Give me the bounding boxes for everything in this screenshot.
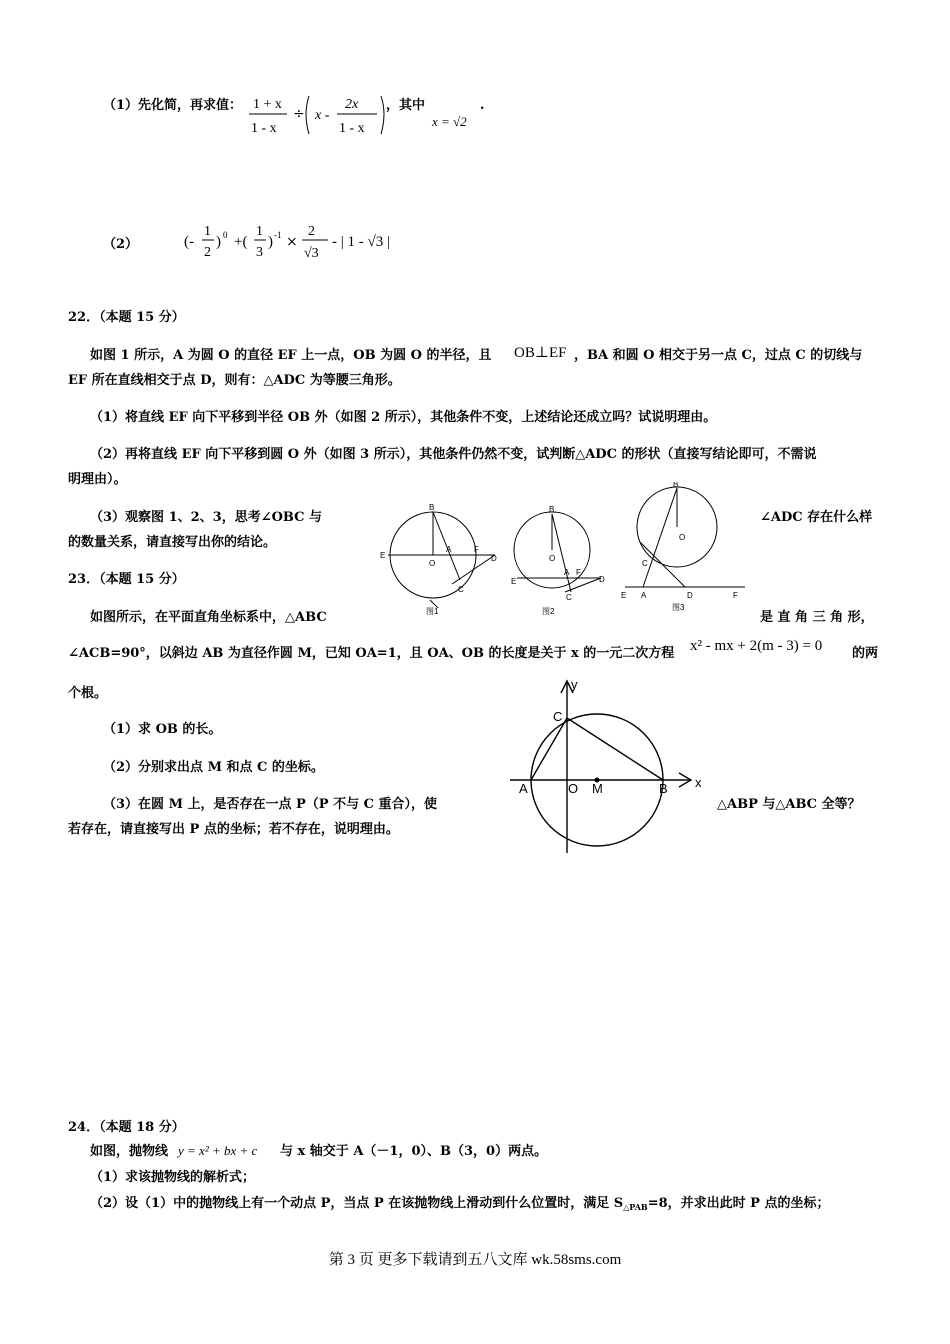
q21-part2-label: （2） (103, 237, 139, 252)
q22-part1: （1）将直线 EF 向下平移到半径 OB 外（如图 2 所示），其他条件不变，上述结论还成立吗？试说明理由。 (90, 410, 717, 425)
svg-text:0: 0 (223, 230, 228, 240)
q22-figure-1 (380, 500, 505, 618)
q24-header: 24．（本题 18 分） (68, 1120, 185, 1135)
q23-equation: x² - mx + 2(m - 3) = 0 (690, 638, 823, 654)
q24-intro-a: 如图，抛物线 (90, 1144, 169, 1159)
svg-text:): ) (268, 234, 273, 250)
q22-part3c: 的数量关系，请直接写出你的结论。 (68, 535, 277, 550)
q23-figure (505, 675, 710, 855)
svg-text:B: B (429, 503, 435, 512)
svg-text:×: × (286, 234, 298, 250)
q22-figure-3 (615, 482, 750, 612)
svg-text:1: 1 (256, 224, 263, 239)
svg-text:O: O (679, 533, 686, 542)
q24-part1: （1）求该抛物线的解析式； (90, 1170, 256, 1185)
svg-text:(-: (- (184, 234, 194, 250)
svg-text:2: 2 (308, 224, 315, 239)
q23-label-a: A (519, 781, 528, 796)
svg-text:E: E (380, 551, 386, 560)
q23-label-y: y (571, 677, 578, 692)
svg-text:A: A (564, 568, 570, 577)
q22-part3a: （3）观察图 1、2、3，思考∠OBC 与 (90, 510, 323, 525)
svg-text:A: A (446, 545, 452, 554)
svg-text:): ) (216, 234, 221, 250)
q23-part2: （2）分别求出点 M 和点 C 的坐标。 (103, 760, 324, 775)
frac2-den: 1 - x (339, 121, 365, 136)
q22-intro-2: EF 所在直线相交于点 D，则有：△ADC 为等腰三角形。 (68, 373, 401, 388)
svg-text:E: E (621, 591, 627, 600)
svg-text:C: C (642, 559, 648, 568)
q22-part2b: 明理由）。 (68, 472, 127, 487)
q23-label-b: B (659, 781, 668, 796)
svg-text:-1: -1 (274, 230, 282, 240)
svg-text:D: D (687, 591, 693, 600)
q22-figure-2 (505, 500, 615, 618)
q23-line3: 个根。 (68, 686, 108, 701)
q23-intro-a: 如图所示，在平面直角坐标系中，△ABC (90, 610, 327, 625)
svg-text:E: E (511, 577, 517, 586)
svg-text:÷: ÷ (293, 106, 305, 122)
q21-part1-mid: ，其中 (386, 98, 426, 113)
q24-intro-b: 与 x 轴交于 A（－1，0）、B（3，0）两点。 (280, 1144, 548, 1159)
svg-text:- | 1 - √3 |: - | 1 - √3 | (332, 234, 390, 250)
q22-fig1-caption: 图1 (426, 607, 439, 616)
q21-x-value: x = √2 (432, 114, 467, 129)
q24-part2-a: （2）设（1）中的抛物线上有一个动点 P，当点 P 在该抛物线上滑动到什么位置时，满足 S (90, 1196, 624, 1211)
svg-text:F: F (733, 591, 738, 600)
svg-text:D: D (491, 554, 497, 563)
q23-part3c: 若存在，请直接写出 P 点的坐标；若不存在，说明理由。 (68, 822, 399, 837)
q23-line2-b: 的两 (852, 646, 879, 661)
svg-text:√3: √3 (304, 246, 319, 261)
q22-intro-1a: 如图 1 所示，A 为圆 O 的直径 EF 上一点，OB 为圆 O 的半径，且 (90, 348, 492, 363)
q22-intro-1b: ，BA 和圆 O 相交于另一点 C，过点 C 的切线与 (574, 348, 863, 363)
q22-fig2-caption: 图2 (542, 607, 555, 616)
q22-header: 22．（本题 15 分） (68, 310, 185, 325)
svg-text:O: O (549, 554, 556, 563)
q21-expr2 (180, 218, 420, 268)
svg-text:O: O (429, 559, 436, 568)
q23-part3b: △ABP 与△ABC 全等？ (717, 797, 861, 812)
q22-part3b: ∠ADC 存在什么样 (760, 510, 873, 525)
q24-part2-b: =8，并求出此时 P 点的坐标； (647, 1196, 830, 1211)
page-footer: 第 3 页 更多下载请到五八文库 wk.58sms.com (328, 1252, 622, 1268)
q22-fig3-caption: 图3 (672, 603, 685, 612)
frac1-num: 1 + x (253, 97, 282, 112)
q23-header: 23．（本题 15 分） (68, 572, 185, 587)
frac2-num: 2x (345, 97, 359, 112)
svg-text:D: D (599, 575, 605, 584)
svg-text:3: 3 (256, 245, 263, 260)
q23-label-m: M (592, 781, 603, 796)
svg-text:C: C (458, 585, 464, 594)
q21-part1-end: . (480, 98, 485, 113)
q23-part1: （1）求 OB 的长。 (103, 722, 222, 737)
frac1-den: 1 - x (251, 121, 277, 136)
q24-part2-sub: △PAB (623, 1202, 648, 1212)
svg-text:2: 2 (204, 245, 211, 260)
svg-text:+(: +( (234, 234, 248, 250)
svg-text:C: C (566, 593, 572, 602)
q24-part2 (90, 1196, 829, 1215)
q23-line2-a: ∠ACB=90°，以斜边 AB 为直径作圆 M，已知 OA=1，且 OA、OB 的长度是关于 x 的一元二次方程 (68, 646, 675, 661)
svg-text:1: 1 (204, 224, 211, 239)
svg-text:x -: x - (315, 108, 330, 123)
q23-label-c: C (553, 709, 563, 724)
q21-part1-prefix: （1）先化简，再求值： (103, 98, 243, 113)
q23-intro-b: 是 直 角 三 角 形， (760, 610, 874, 625)
svg-text:F: F (576, 568, 581, 577)
svg-text:B: B (673, 482, 679, 489)
q23-label-o: O (568, 781, 579, 796)
q22-part2a: （2）再将直线 EF 向下平移到圆 O 外（如图 3 所示），其他条件仍然不变，试判断△ADC 的形状（直接写结论即可，不需说 (90, 447, 817, 462)
q23-part3a: （3）在圆 M 上，是否存在一点 P（P 不与 C 重合），使 (103, 797, 437, 812)
q24-parabola: y = x² + bx + c (178, 1143, 258, 1158)
svg-text:A: A (641, 591, 647, 600)
svg-text:F: F (474, 545, 479, 554)
q23-label-x: x (695, 775, 702, 790)
q22-ob-ef: OB⊥EF (514, 345, 567, 361)
svg-text:B: B (549, 505, 555, 514)
